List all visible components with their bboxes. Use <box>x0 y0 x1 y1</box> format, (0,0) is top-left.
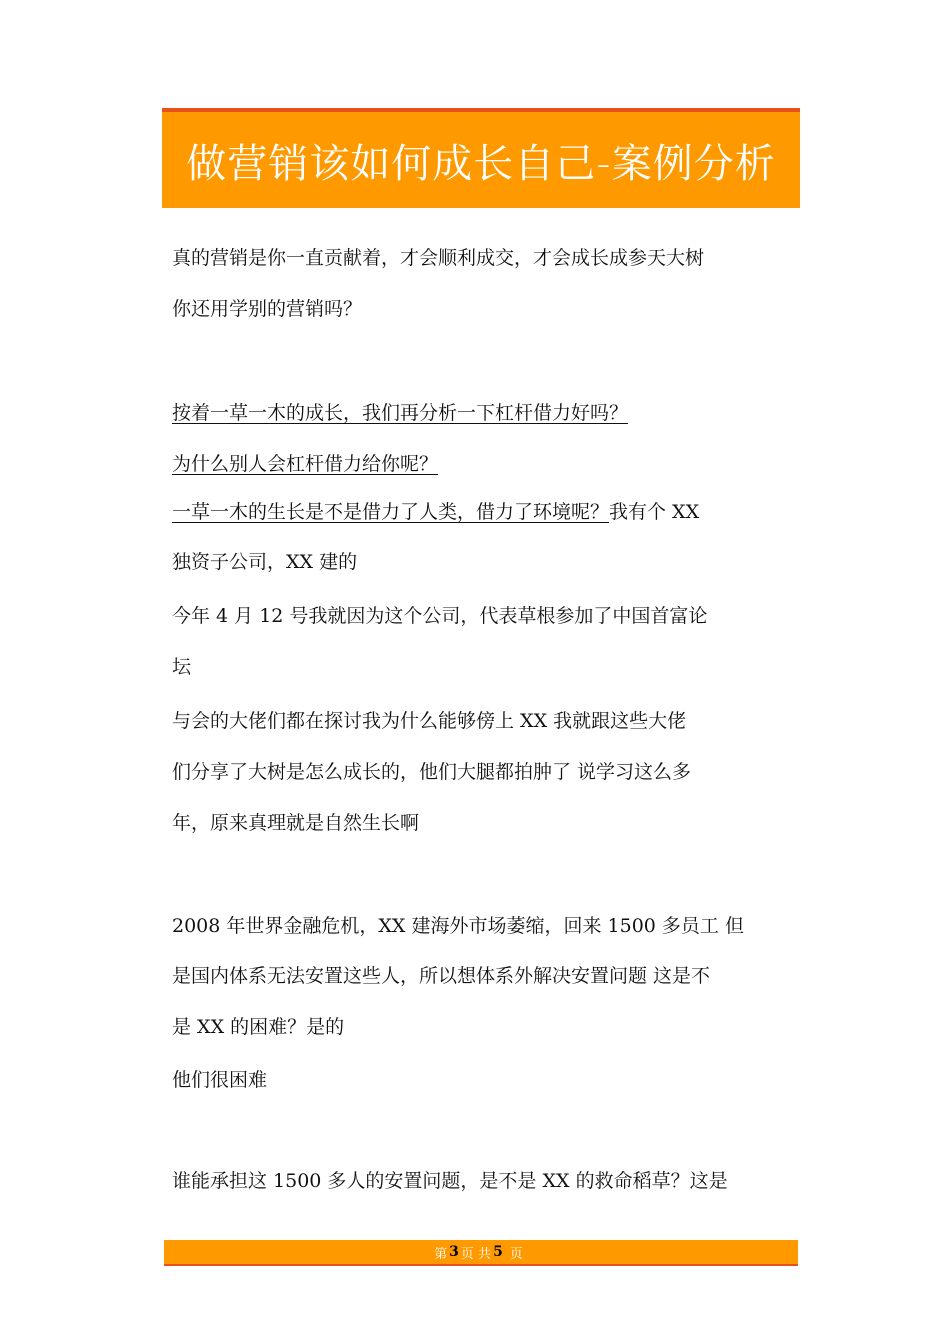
page-footer <box>164 1240 798 1266</box>
paragraph-segment: 我有个 XX <box>609 501 700 523</box>
underlined-segment: 一草一木的生长是不是借力了人类，借力了环境呢？ <box>172 501 610 523</box>
paragraph-line: 独资子公司，XX 建的 <box>172 551 358 573</box>
footer-suffix: 页 <box>509 1246 523 1262</box>
paragraph-line: 你还用学别的营销吗？ <box>172 298 363 320</box>
document-title: 做营销该如何成长自己-案例分析 <box>186 140 776 187</box>
current-page-number: 3 <box>449 1244 459 1260</box>
title-banner <box>162 108 800 208</box>
paragraph-line: 坛 <box>172 656 192 678</box>
paragraph-line: 年，原来真理就是自然生长啊 <box>172 812 420 834</box>
total-pages-number: 5 <box>493 1244 503 1260</box>
footer-prefix: 第 <box>434 1246 448 1262</box>
paragraph-line <box>172 499 699 525</box>
underlined-line: 为什么别人会杠杆借力给你呢？ <box>172 453 439 475</box>
paragraph-line: 是国内体系无法安置这些人，所以想体系外解决安置问题 这是不 <box>172 965 711 987</box>
paragraph-line: 今年 4 月 12 号我就因为这个公司，代表草根参加了中国首富论 <box>172 605 708 627</box>
paragraph-line: 他们很困难 <box>172 1069 268 1091</box>
paragraph-line: 谁能承担这 1500 多人的安置问题，是不是 XX 的救命稻草？这是 <box>172 1170 728 1192</box>
footer-middle: 页 共 <box>460 1246 492 1262</box>
paragraph-line: 真的营销是你一直贡献着，才会顺利成交，才会成长成参天大树 <box>172 247 705 269</box>
paragraph-line: 是 XX 的困难？是的 <box>172 1016 345 1038</box>
paragraph-line: 与会的大佬们都在探讨我为什么能够傍上 XX 我就跟这些大佬 <box>172 710 687 732</box>
paragraph-line: 们分享了大树是怎么成长的，他们大腿都拍肿了 说学习这么多 <box>172 761 692 783</box>
paragraph-line: 2008 年世界金融危机，XX 建海外市场萎缩，回来 1500 多员工 但 <box>172 915 744 937</box>
underlined-line: 按着一草一木的成长，我们再分析一下杠杆借力好吗？ <box>172 402 629 424</box>
